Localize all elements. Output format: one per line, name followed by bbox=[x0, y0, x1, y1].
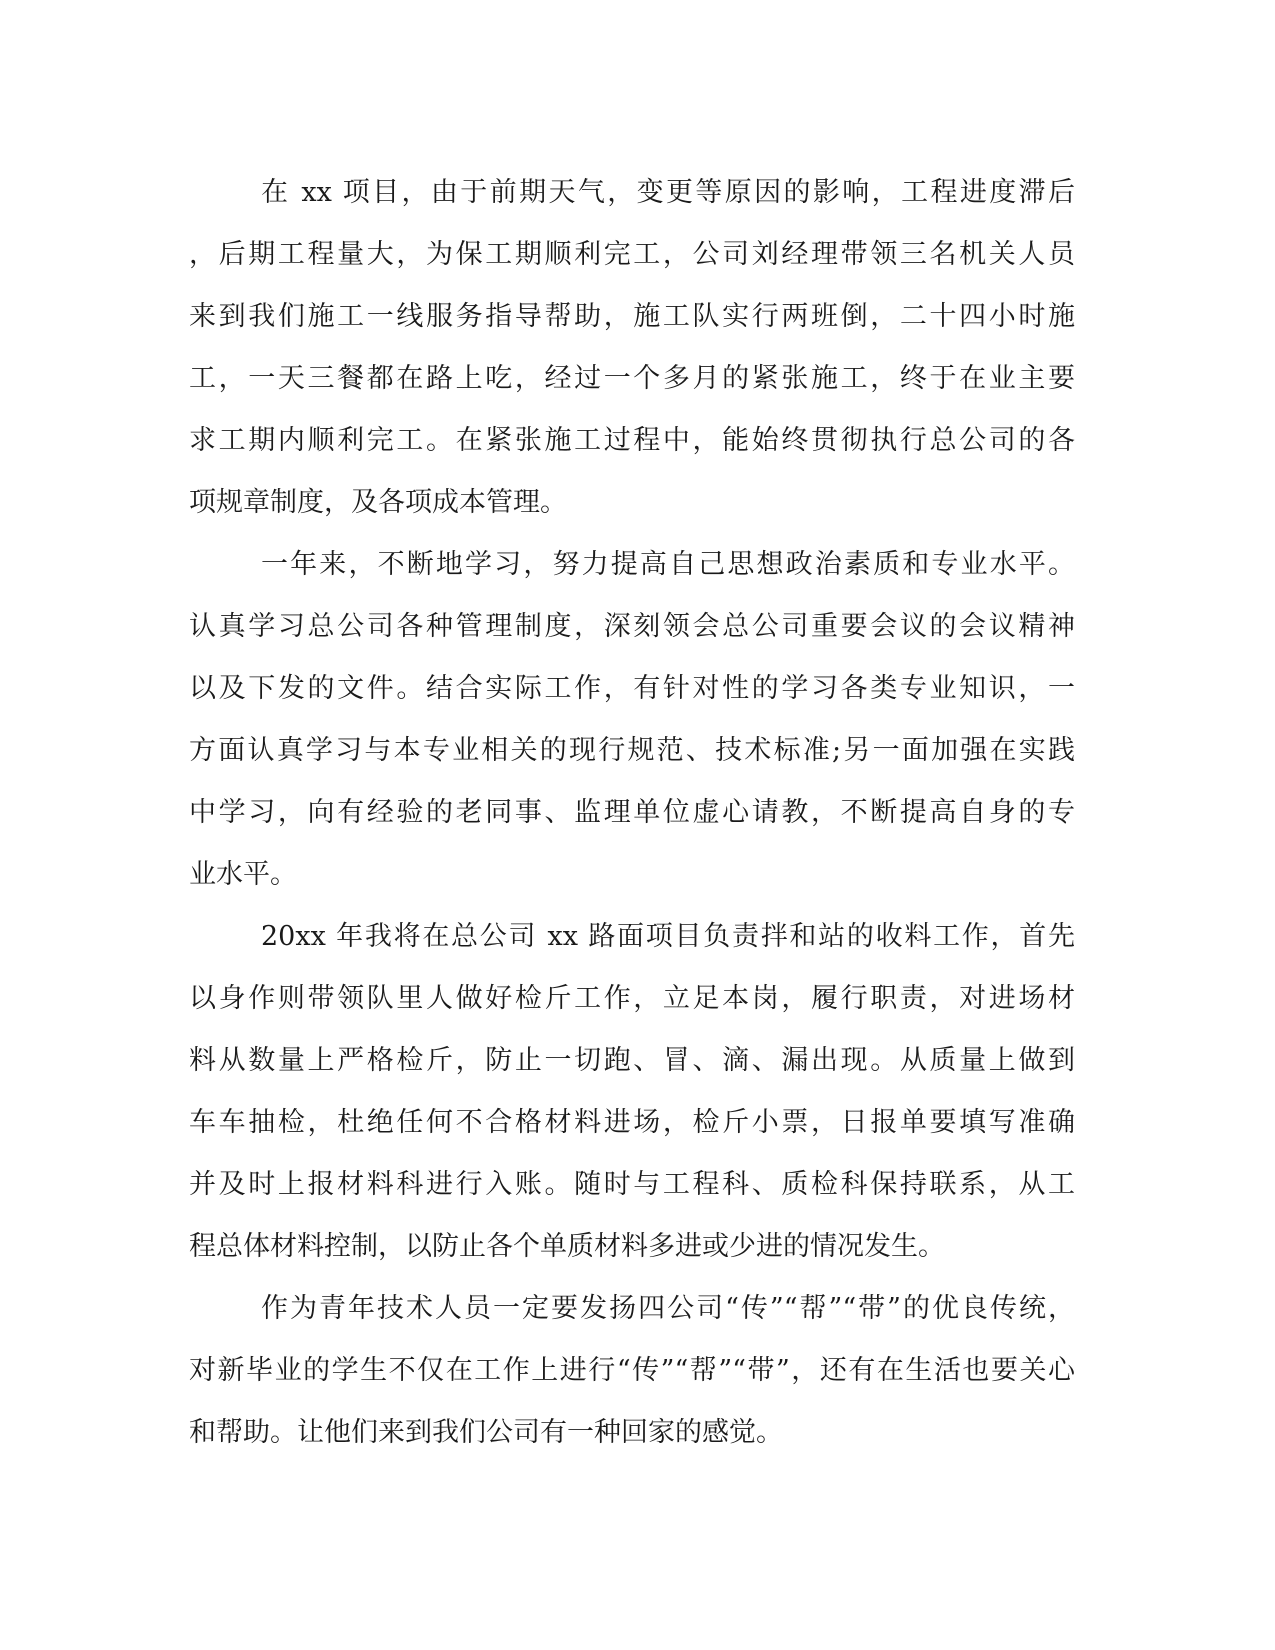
text-line: 求工期内顺利完工。在紧张施工过程中，能始终贯彻执行总公司的各 bbox=[189, 425, 1075, 456]
text-line: 并及时上报材料科进行入账。随时与工程科、质检科保持联系，从工 bbox=[189, 1169, 1075, 1200]
text-line: 在 xx 项目，由于前期天气，变更等原因的影响，工程进度滞后 bbox=[261, 177, 1075, 208]
text-line: 项规章制度，及各项成本管理。 bbox=[189, 487, 567, 518]
text-line: 工，一天三餐都在路上吃，经过一个多月的紧张施工，终于在业主要 bbox=[189, 363, 1075, 394]
text-line: 中学习，向有经验的老同事、监理单位虚心请教，不断提高自身的专 bbox=[189, 797, 1075, 828]
text-line: 一年来，不断地学习，努力提高自己思想政治素质和专业水平。 bbox=[261, 549, 1075, 580]
document-body bbox=[189, 162, 1075, 1464]
text-line: 作为青年技术人员一定要发扬四公司“传”“帮”“带”的优良传统， bbox=[261, 1293, 1075, 1324]
text-line: 方面认真学习与本专业相关的现行规范、技术标准;另一面加强在实践 bbox=[189, 735, 1075, 766]
paragraph-4 bbox=[189, 1278, 1075, 1464]
text-line: 对新毕业的学生不仅在工作上进行“传”“帮”“带”，还有在生活也要关心 bbox=[189, 1355, 1075, 1386]
text-line: 以及下发的文件。结合实际工作，有针对性的学习各类专业知识，一 bbox=[189, 673, 1075, 704]
text-line: 车车抽检，杜绝任何不合格材料进场，检斤小票，日报单要填写准确 bbox=[189, 1107, 1075, 1138]
paragraph-3 bbox=[189, 906, 1075, 1278]
text-line: 程总体材料控制，以防止各个单质材料多进或少进的情况发生。 bbox=[189, 1231, 945, 1262]
text-line: 以身作则带领队里人做好检斤工作，立足本岗，履行职责，对进场材 bbox=[189, 983, 1075, 1014]
text-line: ，后期工程量大，为保工期顺利完工，公司刘经理带领三名机关人员 bbox=[189, 239, 1075, 270]
text-line: 业水平。 bbox=[189, 859, 297, 890]
text-line: 认真学习总公司各种管理制度，深刻领会总公司重要会议的会议精神 bbox=[189, 611, 1075, 642]
text-line: 来到我们施工一线服务指导帮助，施工队实行两班倒，二十四小时施 bbox=[189, 301, 1075, 332]
text-line: 料从数量上严格检斤，防止一切跑、冒、滴、漏出现。从质量上做到 bbox=[189, 1045, 1075, 1076]
text-line: 和帮助。让他们来到我们公司有一种回家的感觉。 bbox=[189, 1417, 783, 1448]
paragraph-2 bbox=[189, 534, 1075, 906]
text-line: 20xx 年我将在总公司 xx 路面项目负责拌和站的收料工作，首先 bbox=[261, 921, 1075, 952]
paragraph-1 bbox=[189, 162, 1075, 534]
